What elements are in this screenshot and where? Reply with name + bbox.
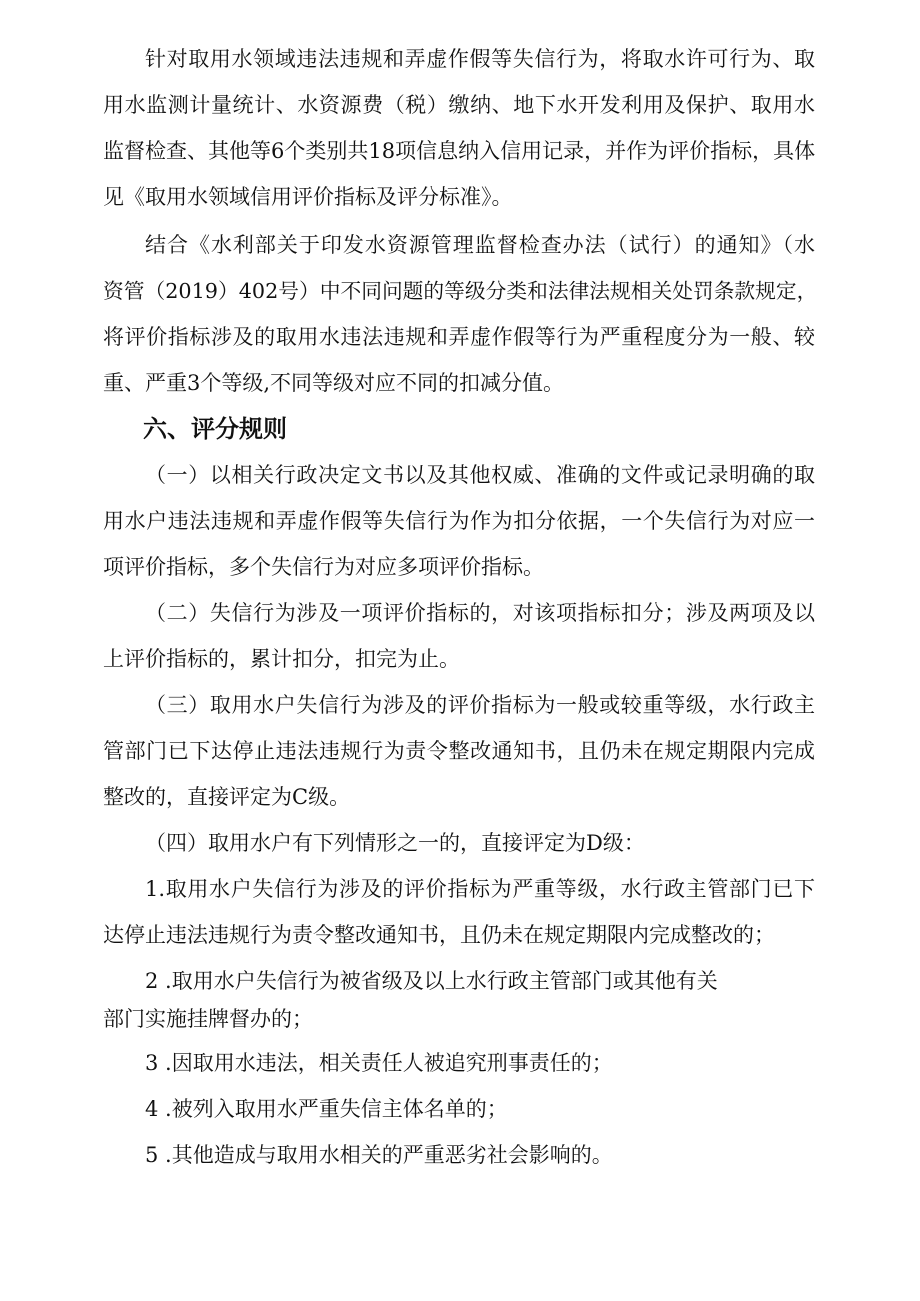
section-heading: 六、评分规则: [143, 415, 287, 443]
text-line: 资管（2019）402号）中不同问题的等级分类和法律法规相关处罚条款规定，: [103, 279, 818, 303]
text-line: 结合《水利部关于印发水资源管理监督检查办法（试行）的通知》（水: [145, 233, 815, 257]
text-line: 用水监测计量统计、水资源费（税）缴纳、地下水开发利用及保护、取用水: [103, 93, 815, 117]
text-line: 达停止违法违规行为责令整改通知书，且仍未在规定期限内完成整改的；: [103, 923, 775, 947]
text-line: 监督检查、其他等6个类别共18项信息纳入信用记录，并作为评价指标，具体: [103, 139, 816, 163]
text-line: （三）取用水户失信行为涉及的评价指标为一般或较重等级，水行政主: [145, 693, 815, 717]
text-line: 上评价指标的，累计扣分，扣完为止。: [103, 647, 460, 671]
text-line: （四）取用水户有下列情形之一的，直接评定为D级：: [145, 831, 645, 855]
text-line: 重、严重3个等级,不同等级对应不同的扣减分值。: [103, 371, 565, 395]
text-line: 见《取用水领域信用评价指标及评分标准》。: [103, 185, 513, 209]
text-line: 将评价指标涉及的取用水违法违规和弄虚作假等行为严重程度分为一般、较: [103, 325, 815, 349]
text-line: 1.取用水户失信行为涉及的评价指标为严重等级，水行政主管部门已下: [145, 877, 815, 901]
list-item-4: 4 .被列入取用水严重失信主体名单的；: [145, 1097, 508, 1121]
list-item-3: 3 .因取用水违法，相关责任人被追究刑事责任的；: [145, 1051, 613, 1075]
text-line: （一）以相关行政决定文书以及其他权威、准确的文件或记录明确的取: [145, 463, 815, 487]
text-line: 整改的，直接评定为C级。: [103, 785, 351, 809]
text-line: 2 .取用水户失信行为被省级及以上水行政主管部门或其他有关: [145, 969, 718, 993]
text-line: 部门实施挂牌督办的；: [103, 1007, 313, 1031]
text-line: 针对取用水领域违法违规和弄虚作假等失信行为，将取水许可行为、取: [145, 47, 815, 71]
text-line: 项评价指标，多个失信行为对应多项评价指标。: [103, 555, 544, 579]
text-line: 管部门已下达停止违法违规行为责令整改通知书，且仍未在规定期限内完成: [103, 739, 815, 763]
text-line: 用水户违法违规和弄虚作假等失信行为作为扣分依据，一个失信行为对应一: [103, 509, 815, 533]
text-line: （二）失信行为涉及一项评价指标的，对该项指标扣分；涉及两项及以: [145, 601, 815, 625]
list-item-5: 5 .其他造成与取用水相关的严重恶劣社会影响的。: [145, 1143, 613, 1167]
